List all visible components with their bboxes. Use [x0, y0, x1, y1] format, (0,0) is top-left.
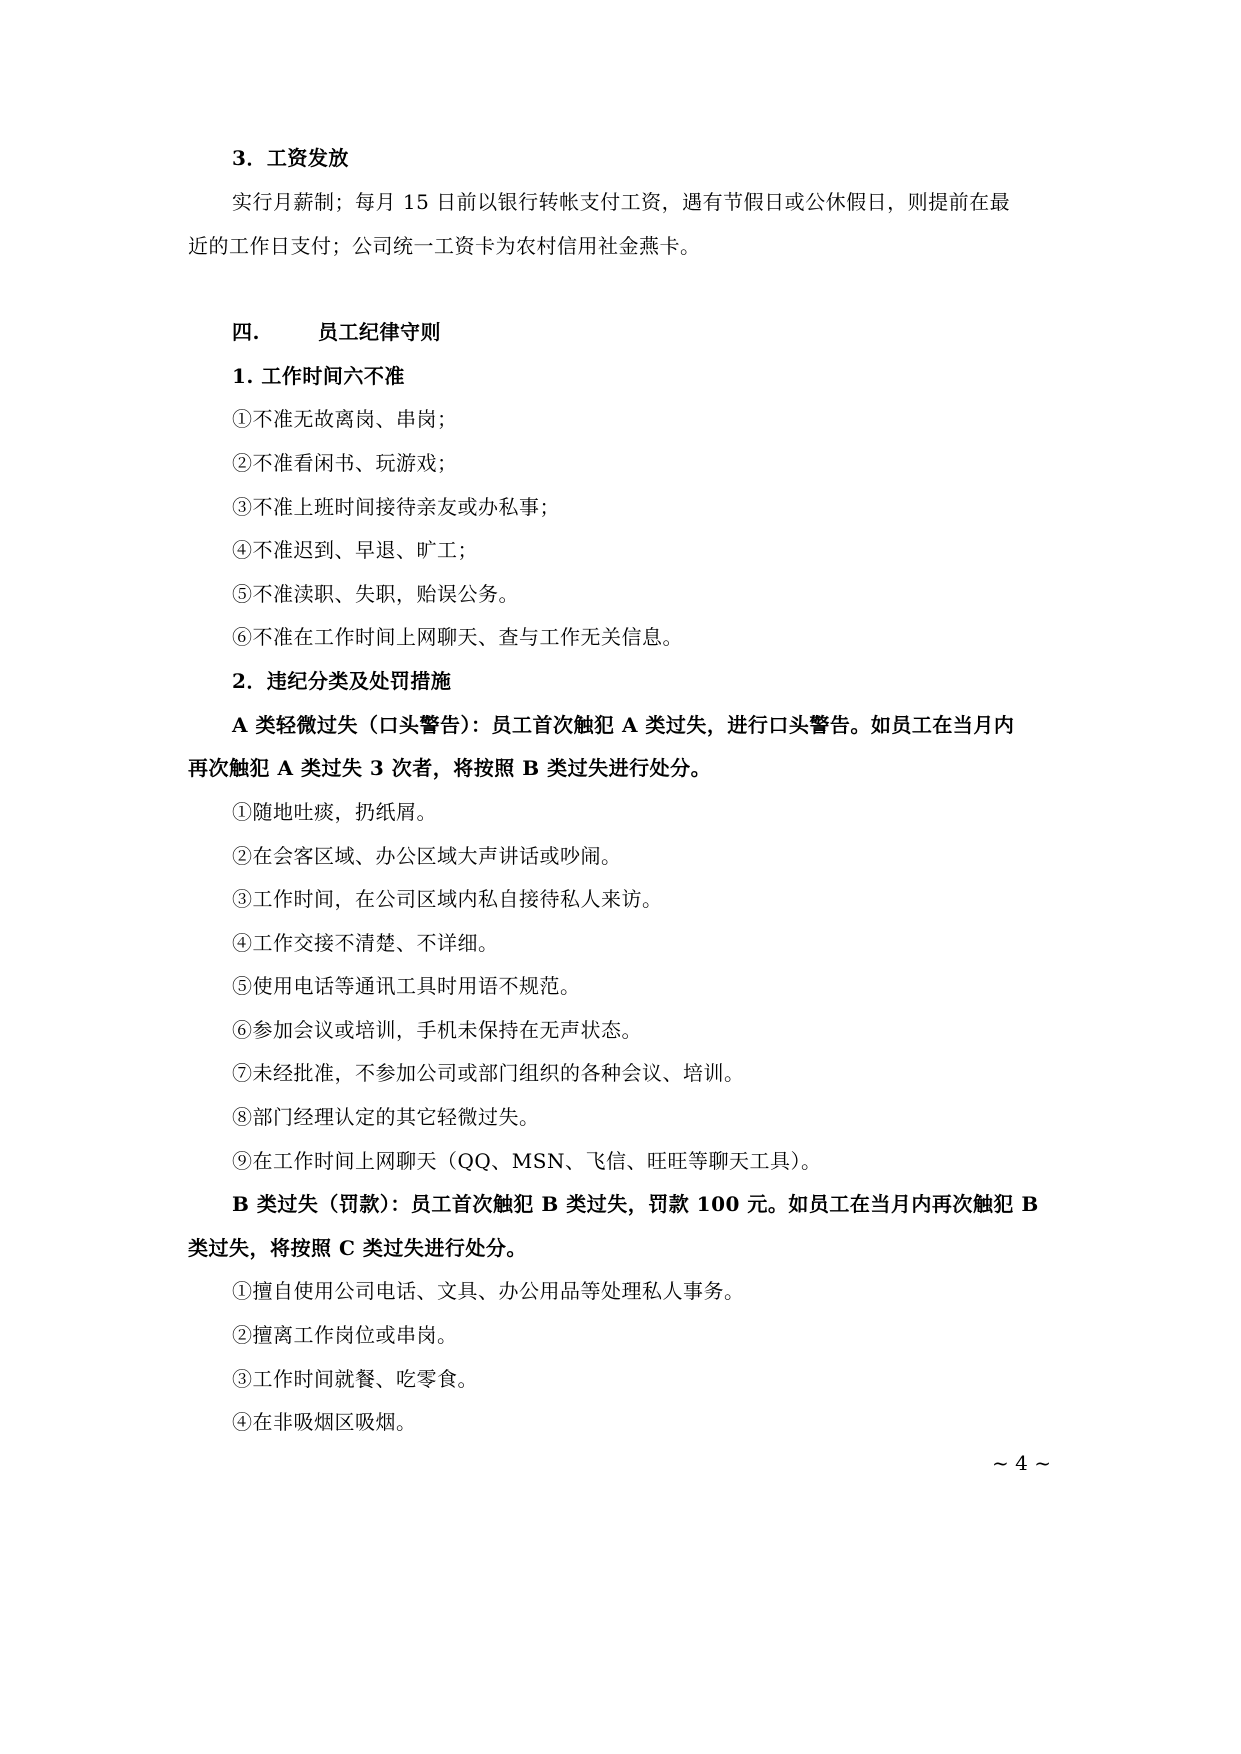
list-item: ⑤不准渎职、失职，贻误公务。 [232, 582, 519, 606]
list-item: ⑦未经批准，不参加公司或部门组织的各种会议、培训。 [232, 1061, 745, 1085]
part1-heading: 1. 工作时间六不准 [232, 364, 405, 388]
class-a-description-line2: 再次触犯 A 类过失 3 次者，将按照 B 类过失进行处分。 [188, 756, 712, 780]
list-item: ④不准迟到、早退、旷工； [232, 538, 478, 562]
list-item: ②在会客区域、办公区域大声讲话或吵闹。 [232, 844, 622, 868]
section3-heading: 3．工资发放 [232, 146, 349, 170]
list-item: ③工作时间，在公司区域内私自接待私人来访。 [232, 887, 663, 911]
list-item: ①擅自使用公司电话、文具、办公用品等处理私人事务。 [232, 1279, 745, 1303]
list-item: ①不准无故离岗、串岗； [232, 407, 458, 431]
class-a-description-line1: A 类轻微过失（口头警告）：员工首次触犯 A 类过失，进行口头警告。如员工在当月内 [232, 713, 1015, 737]
list-item: ②不准看闲书、玩游戏； [232, 451, 458, 475]
list-item: ④在非吸烟区吸烟。 [232, 1410, 417, 1434]
section4-number: 四. [232, 320, 260, 344]
list-item: ③工作时间就餐、吃零食。 [232, 1367, 478, 1391]
list-item: ⑨在工作时间上网聊天（QQ、MSN、飞信、旺旺等聊天工具）。 [232, 1149, 822, 1173]
list-item: ⑧部门经理认定的其它轻微过失。 [232, 1105, 540, 1129]
class-b-description-line1: B 类过失（罚款）：员工首次触犯 B 类过失，罚款 100 元。如员工在当月内再次触犯 B [232, 1192, 1039, 1216]
part2-heading: 2．违纪分类及处罚措施 [232, 669, 452, 693]
list-item: ①随地吐痰，扔纸屑。 [232, 800, 437, 824]
list-item: ②擅离工作岗位或串岗。 [232, 1323, 458, 1347]
list-item: ⑥参加会议或培训，手机未保持在无声状态。 [232, 1018, 642, 1042]
list-item: ④工作交接不清楚、不详细。 [232, 931, 499, 955]
list-item: ③不准上班时间接待亲友或办私事； [232, 495, 560, 519]
list-item: ⑥不准在工作时间上网聊天、查与工作无关信息。 [232, 625, 683, 649]
section3-paragraph-line1: 实行月薪制；每月 15 日前以银行转帐支付工资，遇有节假日或公休假日，则提前在最 [232, 190, 1011, 214]
section4-title: 员工纪律守则 [318, 320, 441, 344]
class-b-description-line2: 类过失，将按照 C 类过失进行处分。 [188, 1236, 527, 1260]
list-item: ⑤使用电话等通讯工具时用语不规范。 [232, 974, 581, 998]
page-number: ~ 4 ~ [992, 1451, 1051, 1475]
section3-paragraph-line2: 近的工作日支付；公司统一工资卡为农村信用社金燕卡。 [188, 234, 701, 258]
